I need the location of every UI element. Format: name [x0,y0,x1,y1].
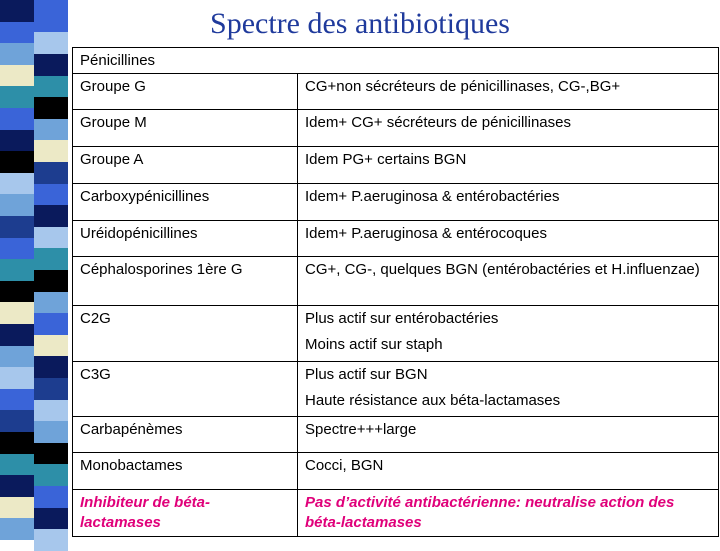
class-cell [73,453,298,490]
stripe-block [34,400,68,422]
table-row [73,147,719,184]
decorative-stripe-pattern [0,0,68,540]
stripe-block [0,151,34,173]
class-label: Céphalosporines 1ère G [80,261,243,278]
class-label: Carboxypénicillines [80,188,210,205]
table-header-row [73,48,719,74]
class-label: Carbapénèmes [80,421,183,438]
class-label: Groupe M [80,114,147,131]
table-header-label: Pénicillines [80,51,156,69]
spectrum-text: Haute résistance aux béta-lactamases [305,392,561,409]
spectrum-text: Plus actif sur BGN [305,366,428,383]
stripe-block [34,184,68,206]
stripe-block [0,475,34,497]
spectrum-cell [298,417,719,453]
stripe-block [0,173,34,195]
stripe-block [0,86,34,108]
stripe-column-left [0,0,34,540]
stripe-block [0,108,34,130]
spectrum-text: Idem PG+ certains BGN [305,151,467,168]
class-cell [73,362,298,417]
stripe-block [34,270,68,292]
spectrum-text: Cocci, BGN [305,457,384,474]
class-label: Groupe A [80,151,144,168]
stripe-block [0,43,34,65]
stripe-block [34,378,68,400]
spectrum-cell [298,257,719,306]
spectrum-cell [298,110,719,147]
class-cell [73,184,298,221]
table-body [73,48,719,537]
stripe-block [34,162,68,184]
stripe-block [34,11,68,33]
table-row [73,453,719,490]
class-cell [73,110,298,147]
stripe-block [34,421,68,443]
stripe-column-right [34,0,68,540]
stripe-block [0,281,34,303]
stripe-block [0,259,34,281]
stripe-block [34,97,68,119]
spectrum-text: Idem+ P.aeruginosa & entérocoques [305,225,547,242]
stripe-block [34,464,68,486]
stripe-block [34,443,68,465]
stripe-block [34,292,68,314]
spectrum-text: Idem+ P.aeruginosa & entérobactéries [305,188,560,205]
stripe-block [0,65,34,87]
stripe-block [0,216,34,238]
stripe-block [34,356,68,378]
slide-title: Spectre des antibiotiques [210,7,510,40]
class-label: Inhibiteur de béta-lactamases [80,494,211,531]
class-label: Groupe G [80,78,146,95]
table-row [73,74,719,110]
class-cell [73,257,298,306]
class-label: C3G [80,366,111,383]
stripe-block [0,518,34,540]
table-header-cell [73,48,719,74]
stripe-block [0,324,34,346]
class-cell [73,306,298,362]
spectrum-cell [298,362,719,417]
spectrum-text: Idem+ CG+ sécréteurs de pénicillinases [305,114,571,131]
stripe-block [0,389,34,411]
class-label: Uréidopénicillines [80,225,198,242]
stripe-block [34,335,68,357]
class-cell [73,74,298,110]
table-row [73,110,719,147]
stripe-block [34,248,68,270]
stripe-block [0,346,34,368]
spectrum-cell [298,490,719,537]
class-cell [73,221,298,257]
stripe-block [0,432,34,454]
stripe-block [34,227,68,249]
spectrum-cell [298,306,719,362]
stripe-block [0,454,34,476]
stripe-block [34,76,68,98]
antibiotic-spectrum-table [72,47,719,537]
spectrum-cell [298,221,719,257]
stripe-block [34,508,68,530]
spectrum-cell [298,74,719,110]
class-cell [73,490,298,537]
class-label: Monobactames [80,457,183,474]
stripe-block [0,130,34,152]
table-row [73,306,719,362]
spectrum-text: Moins actif sur staph [305,336,443,353]
table-row [73,417,719,453]
stripe-block [34,313,68,335]
table-row [73,362,719,417]
table-row [73,184,719,221]
stripe-block [34,32,68,54]
stripe-block [0,22,34,44]
spectrum-text: Plus actif sur entérobactéries [305,310,499,327]
stripe-block [0,194,34,216]
stripe-block [34,529,68,551]
stripe-block [0,238,34,260]
stripe-block [34,486,68,508]
spectrum-text: CG+non sécréteurs de pénicillinases, CG-,BG+ [305,78,621,95]
stripe-block [34,140,68,162]
class-cell [73,147,298,184]
class-label: C2G [80,310,111,327]
stripe-block [0,497,34,519]
spectrum-cell [298,184,719,221]
spectrum-text: Pas d’activité antibactérienne: neutralise action des béta-lactamases [305,494,675,531]
spectrum-cell [298,453,719,490]
spectrum-cell [298,147,719,184]
table-row [73,257,719,306]
stripe-block [34,54,68,76]
stripe-block [34,119,68,141]
stripe-block [0,410,34,432]
spectrum-text: CG+, CG-, quelques BGN (entérobactéries et H.influenzae) [305,261,700,278]
spectrum-text: Spectre+++large [305,421,417,438]
stripe-block [0,367,34,389]
table-row [73,490,719,537]
class-cell [73,417,298,453]
stripe-block [0,302,34,324]
table-row [73,221,719,257]
stripe-block [34,205,68,227]
stripe-block [0,0,34,22]
